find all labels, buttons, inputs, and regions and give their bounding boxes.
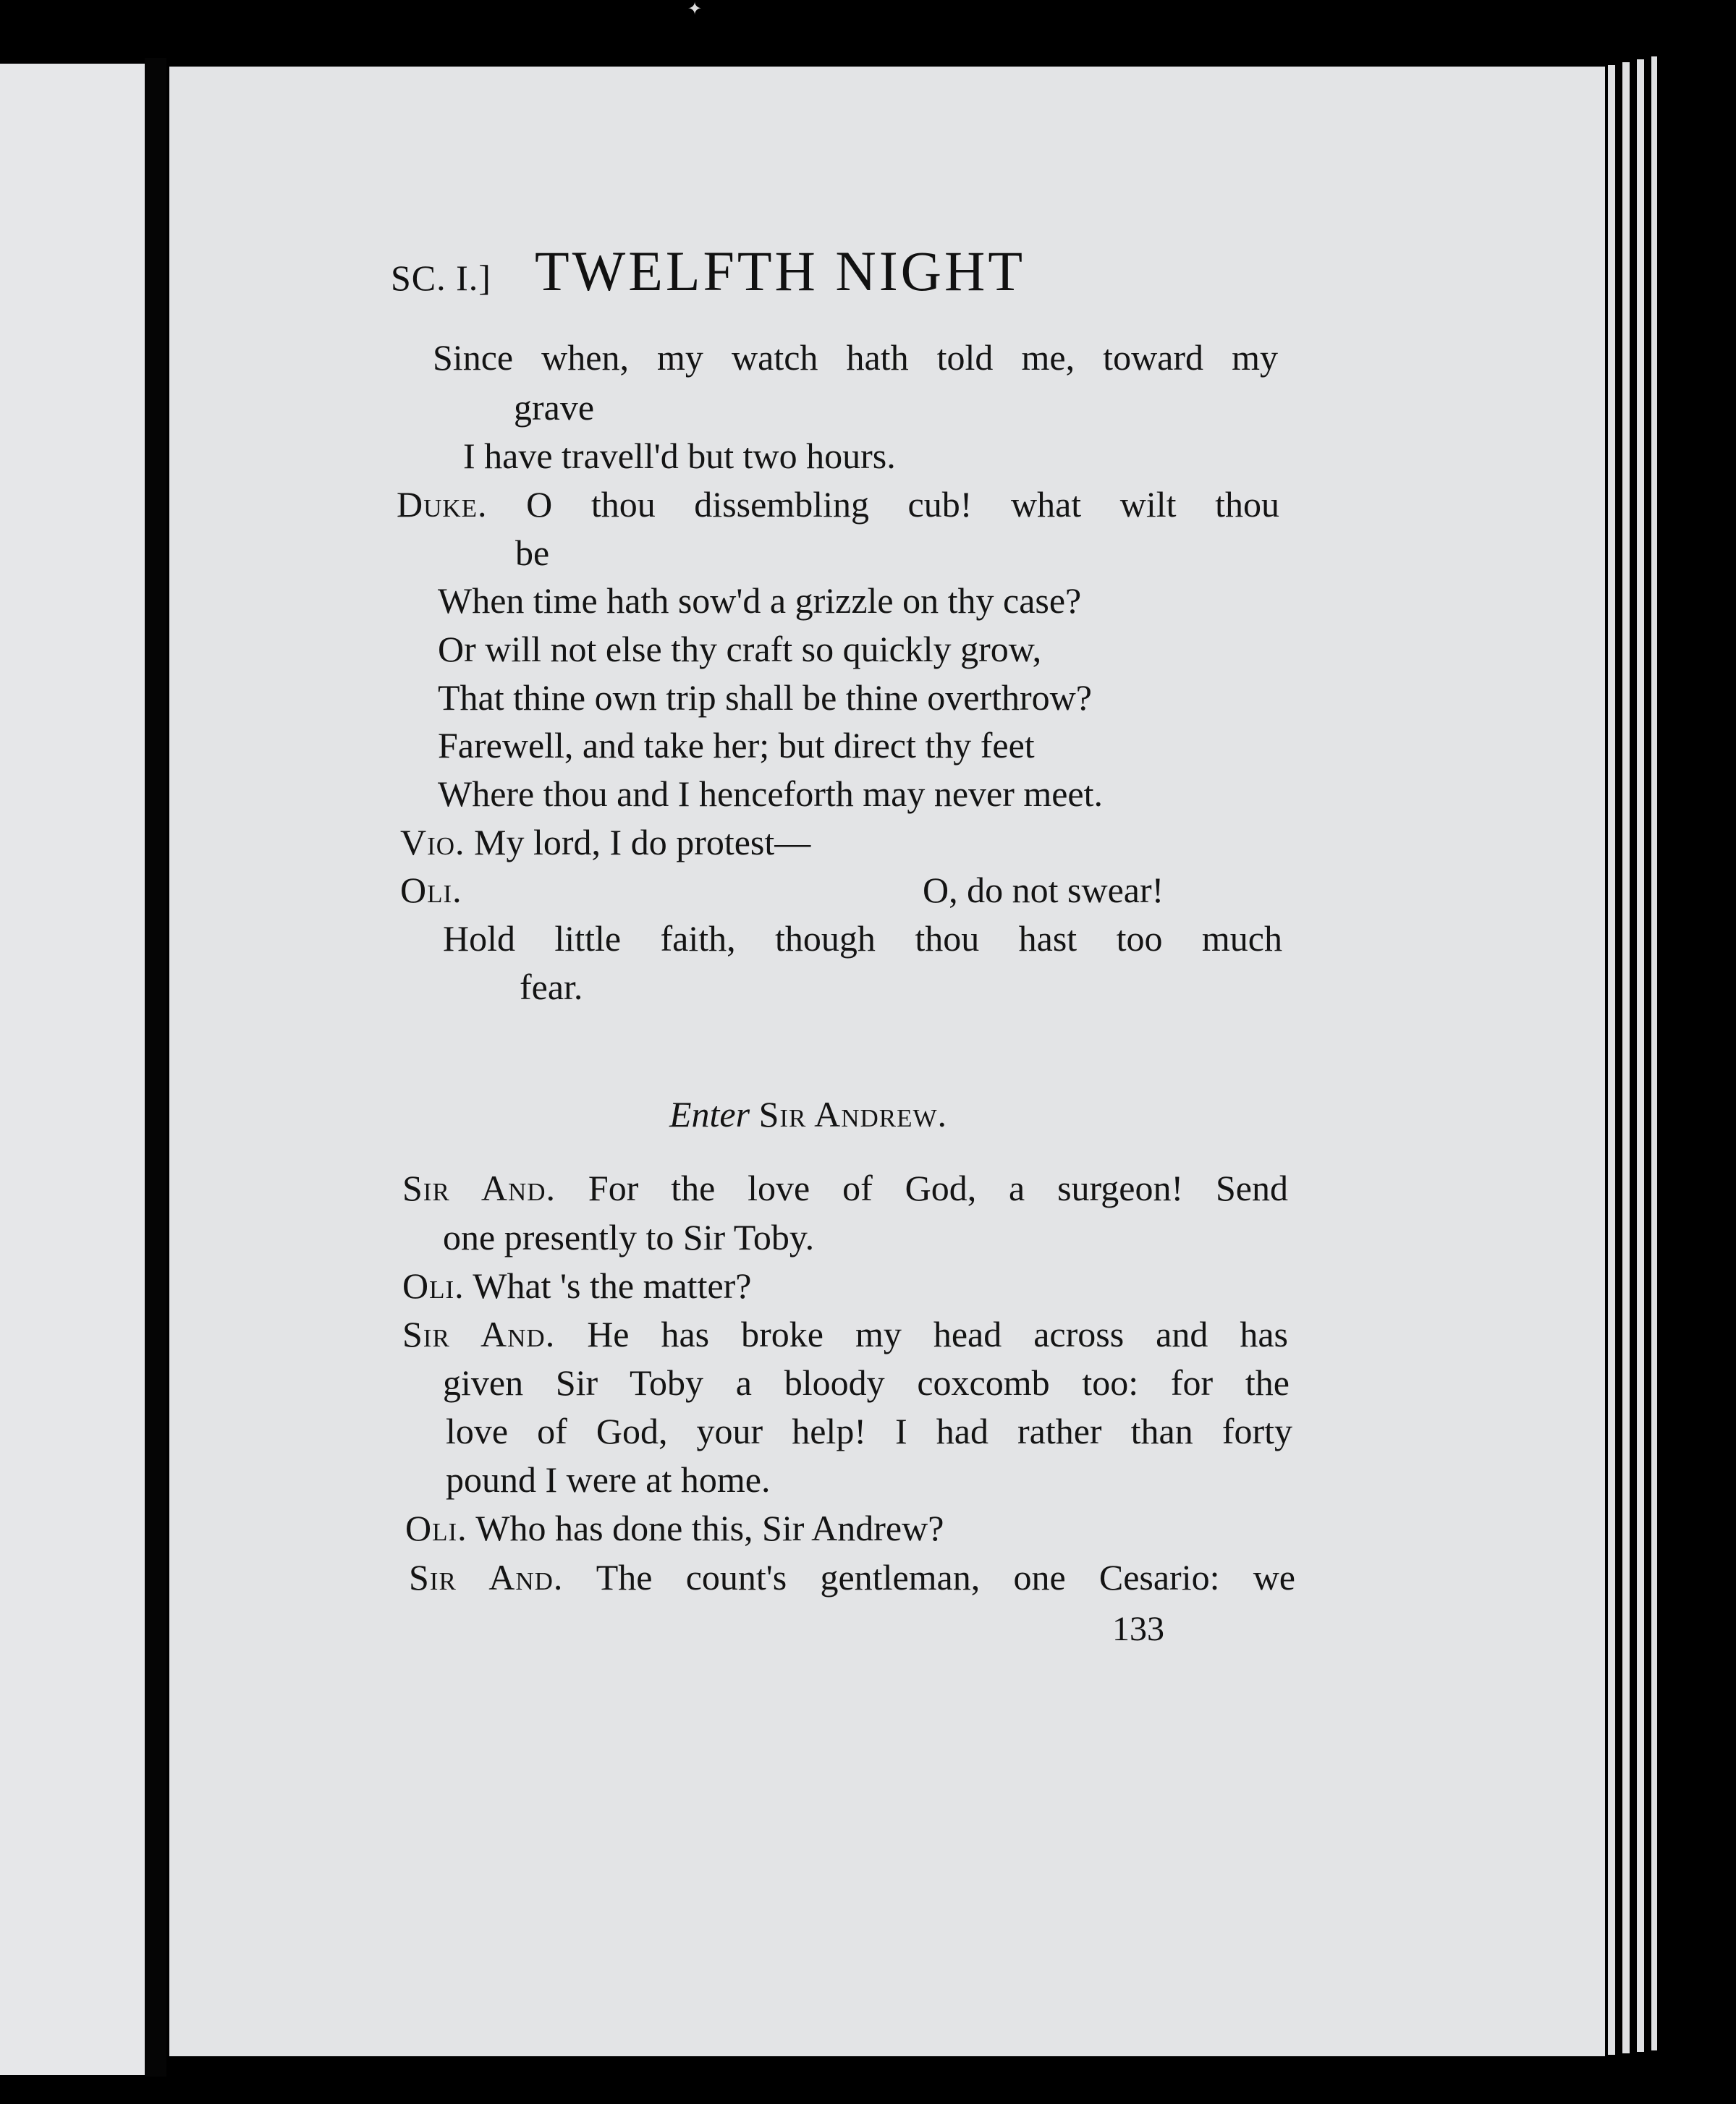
facing-page (0, 64, 145, 2075)
book-gutter (145, 58, 166, 2077)
scene-label: SC. I.] (391, 258, 491, 298)
text-line: fear. (520, 967, 583, 1007)
page-edge (1651, 56, 1657, 2050)
text-line: O, do not swear! (923, 870, 1164, 910)
page-number: 133 (1112, 1610, 1164, 1648)
speech-line: Duke. O thou dissembling cub! what wilt thou (397, 484, 1280, 525)
text-line: love of God, your help! I had rather than forty (446, 1411, 1292, 1451)
text-line: Hold little faith, though thou hast too much (443, 918, 1282, 959)
speaker-name: Oli. (402, 1265, 465, 1306)
speaker-name: Oli. (400, 870, 462, 910)
ornament-icon: ✦ (687, 0, 703, 19)
speaker-name: Sir And. (402, 1168, 556, 1208)
page-edge (1622, 62, 1630, 2053)
text-line: When time hath sow'd a grizzle on thy case? (438, 580, 1082, 621)
speaker-name: Sir And. (402, 1314, 556, 1354)
speech-line: Oli. Who has done this, Sir Andrew? (405, 1508, 944, 1548)
text-line: Where thou and I henceforth may never meet. (438, 773, 1104, 814)
text-line: That thine own trip shall be thine overthrow? (438, 677, 1092, 718)
running-header (391, 239, 1025, 304)
page-edge (1637, 59, 1644, 2052)
text-line: I have travell'd but two hours. (463, 436, 896, 476)
speech-line: Sir And. The count's gentleman, one Cesario: we (409, 1557, 1296, 1598)
speech-line: Sir And. For the love of God, a surgeon! Send (402, 1168, 1289, 1208)
text-line: Farewell, and take her; but direct thy feet (438, 725, 1035, 765)
speech-line: Sir And. He has broke my head across and has (402, 1314, 1288, 1354)
text-line: pound I were at home. (446, 1459, 771, 1500)
text-line: be (515, 533, 550, 573)
page-edge (1608, 65, 1615, 2055)
speaker-name: Sir And. (409, 1557, 564, 1598)
speech-line: Oli. What 's the matter? (402, 1265, 752, 1306)
text-line: given Sir Toby a bloody coxcomb too: for the (443, 1362, 1290, 1403)
stage-direction: Enter Sir Andrew. (669, 1094, 948, 1134)
text-line: Since when, my watch hath told me, toward my (433, 337, 1278, 378)
speaker-name: Duke. (397, 484, 488, 525)
play-title: TWELFTH NIGHT (534, 239, 1025, 302)
speaker-name: Oli. (405, 1508, 467, 1548)
speaker-name: Vio. (400, 822, 465, 862)
speech-line: Vio. My lord, I do protest— (400, 822, 811, 862)
text-line: Or will not else thy craft so quickly grow, (438, 629, 1042, 669)
text-line: one presently to Sir Toby. (443, 1217, 815, 1257)
text-line: grave (514, 387, 595, 428)
